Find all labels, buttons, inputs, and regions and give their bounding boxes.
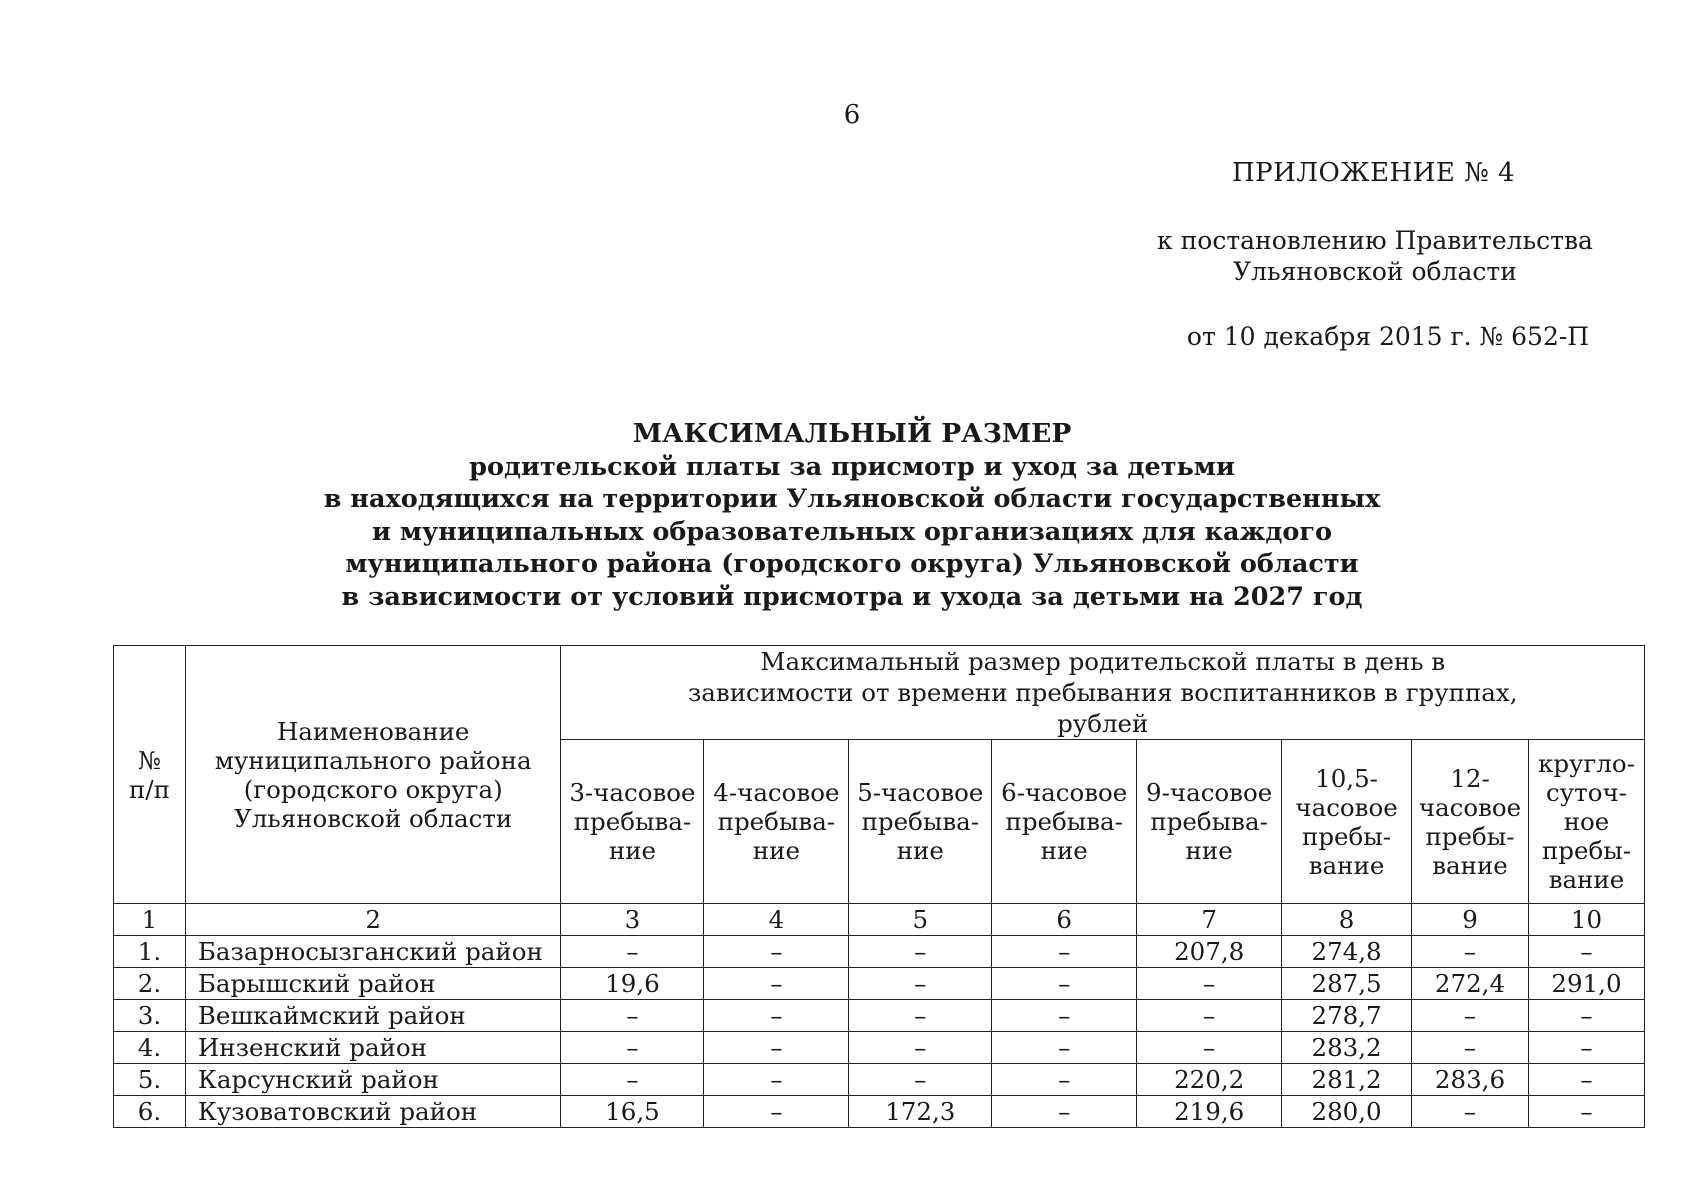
fee-value-cell: 283,6 xyxy=(1412,1064,1529,1096)
fee-value-cell: – xyxy=(561,1000,704,1032)
fee-value-cell: 281,2 xyxy=(1282,1064,1412,1096)
fee-value-cell: – xyxy=(704,1000,849,1032)
header-fee-group: Максимальный размер родительской платы в день в зависимости от времени пребывания воспитанников в группах, рублей xyxy=(561,646,1645,740)
heading-line: МАКСИМАЛЬНЫЙ РАЗМЕР xyxy=(632,418,1072,449)
fee-value-cell: – xyxy=(849,1064,992,1096)
column-number-row xyxy=(114,904,1645,936)
fee-value-cell: 272,4 xyxy=(1412,968,1529,1000)
column-number-cell: 8 xyxy=(1282,904,1412,936)
row-number-cell: 5. xyxy=(114,1064,186,1096)
fee-value-cell: – xyxy=(992,1096,1137,1128)
fee-value-cell: – xyxy=(849,1000,992,1032)
fee-value-cell: – xyxy=(1412,1000,1529,1032)
row-number-cell: 6. xyxy=(114,1096,186,1128)
fee-value-cell: – xyxy=(704,1032,849,1064)
fee-value-cell: 207,8 xyxy=(1137,936,1282,968)
column-number-cell: 5 xyxy=(849,904,992,936)
table-row xyxy=(114,1032,1645,1064)
document-heading xyxy=(0,418,1704,613)
header-duration-6: 10,5-часовое пребы-вание xyxy=(1282,740,1412,904)
fee-value-cell: – xyxy=(1528,936,1644,968)
header-district-name: Наименование муниципального района (городского округа) Ульяновской области xyxy=(185,646,561,904)
fee-value-cell: – xyxy=(849,968,992,1000)
district-name-cell: Инзенский район xyxy=(185,1032,561,1064)
fee-value-cell: 274,8 xyxy=(1282,936,1412,968)
district-name-cell: Карсунский район xyxy=(185,1064,561,1096)
fee-value-cell: – xyxy=(1412,1032,1529,1064)
row-number-cell: 2. xyxy=(114,968,186,1000)
fee-value-cell: 16,5 xyxy=(561,1096,704,1128)
table-row xyxy=(114,1064,1645,1096)
fee-value-cell: – xyxy=(704,1064,849,1096)
fee-value-cell: – xyxy=(1137,1032,1282,1064)
appendix-title: ПРИЛОЖЕНИЕ № 4 xyxy=(1232,158,1516,188)
district-name-cell: Кузоватовский район xyxy=(185,1096,561,1128)
fee-value-cell: 220,2 xyxy=(1137,1064,1282,1096)
fee-value-cell: – xyxy=(561,1032,704,1064)
header-duration-7: 12-часовое пребы-вание xyxy=(1412,740,1529,904)
fee-value-cell: – xyxy=(1412,936,1529,968)
fee-value-cell: – xyxy=(704,1096,849,1128)
fee-value-cell: – xyxy=(992,1000,1137,1032)
column-number-cell: 3 xyxy=(561,904,704,936)
tariff-table xyxy=(113,645,1645,1128)
row-number-cell: 4. xyxy=(114,1032,186,1064)
fee-value-cell: 283,2 xyxy=(1282,1032,1412,1064)
header-duration-2: 4-часовое пребыва-ние xyxy=(704,740,849,904)
fee-value-cell: 291,0 xyxy=(1528,968,1644,1000)
header-duration-4: 6-часовое пребыва-ние xyxy=(992,740,1137,904)
fee-value-cell: – xyxy=(704,936,849,968)
fee-value-cell: 219,6 xyxy=(1137,1096,1282,1128)
table-row xyxy=(114,1000,1645,1032)
district-name-cell: Барышский район xyxy=(185,968,561,1000)
fee-value-cell: – xyxy=(1528,1032,1644,1064)
fee-value-cell: – xyxy=(1137,968,1282,1000)
fee-value-cell: – xyxy=(1528,1064,1644,1096)
row-number-cell: 3. xyxy=(114,1000,186,1032)
row-number-cell: 1. xyxy=(114,936,186,968)
fee-value-cell: – xyxy=(1528,1096,1644,1128)
heading-line: в зависимости от условий присмотра и ухода за детьми на 2027 год xyxy=(341,581,1363,612)
table-row xyxy=(114,968,1645,1000)
fee-value-cell: 172,3 xyxy=(849,1096,992,1128)
column-number-cell: 9 xyxy=(1412,904,1529,936)
header-duration-3: 5-часовое пребыва-ние xyxy=(849,740,992,904)
column-number-cell: 1 xyxy=(114,904,186,936)
fee-value-cell: – xyxy=(992,968,1137,1000)
heading-line: муниципального района (городского округа) Ульяновской области xyxy=(345,549,1359,579)
header-duration-5: 9-часовое пребыва-ние xyxy=(1137,740,1282,904)
heading-line: и муниципальных образовательных организациях для каждого xyxy=(372,516,1332,547)
fee-value-cell: – xyxy=(1137,1000,1282,1032)
appendix-decree-line: к постановлению Правительства xyxy=(1157,226,1593,255)
appendix-date-line: от 10 декабря 2015 г. № 652-П xyxy=(1186,322,1590,351)
fee-value-cell: – xyxy=(704,968,849,1000)
table-row xyxy=(114,936,1645,968)
district-name-cell: Базарносызганский район xyxy=(185,936,561,968)
fee-value-cell: – xyxy=(992,936,1137,968)
page-number: 6 xyxy=(843,100,861,130)
column-number-cell: 2 xyxy=(185,904,561,936)
fee-value-cell: – xyxy=(992,1032,1137,1064)
fee-value-cell: 287,5 xyxy=(1282,968,1412,1000)
heading-line: родительской платы за присмотр и уход за детьми xyxy=(469,451,1235,482)
column-number-cell: 7 xyxy=(1137,904,1282,936)
fee-value-cell: 278,7 xyxy=(1282,1000,1412,1032)
heading-line: в находящихся на территории Ульяновской области государственных xyxy=(323,484,1381,514)
column-number-cell: 6 xyxy=(992,904,1137,936)
fee-value-cell: 19,6 xyxy=(561,968,704,1000)
fee-value-cell: – xyxy=(561,1064,704,1096)
fee-value-cell: – xyxy=(561,936,704,968)
fee-value-cell: – xyxy=(1412,1096,1529,1128)
table-body xyxy=(114,936,1645,1128)
district-name-cell: Вешкаймский район xyxy=(185,1000,561,1032)
fee-value-cell: 280,0 xyxy=(1282,1096,1412,1128)
fee-value-cell: – xyxy=(1528,1000,1644,1032)
appendix-region-line: Ульяновской области xyxy=(1233,257,1517,286)
header-duration-8: кругло-суточ-ное пребы-вание xyxy=(1528,740,1644,904)
column-number-cell: 4 xyxy=(704,904,849,936)
table-row xyxy=(114,1096,1645,1128)
header-duration-1: 3-часовое пребыва-ние xyxy=(561,740,704,904)
fee-value-cell: – xyxy=(849,1032,992,1064)
column-number-cell: 10 xyxy=(1528,904,1644,936)
fee-value-cell: – xyxy=(992,1064,1137,1096)
header-number: № п/п xyxy=(114,646,186,904)
fee-value-cell: – xyxy=(849,936,992,968)
